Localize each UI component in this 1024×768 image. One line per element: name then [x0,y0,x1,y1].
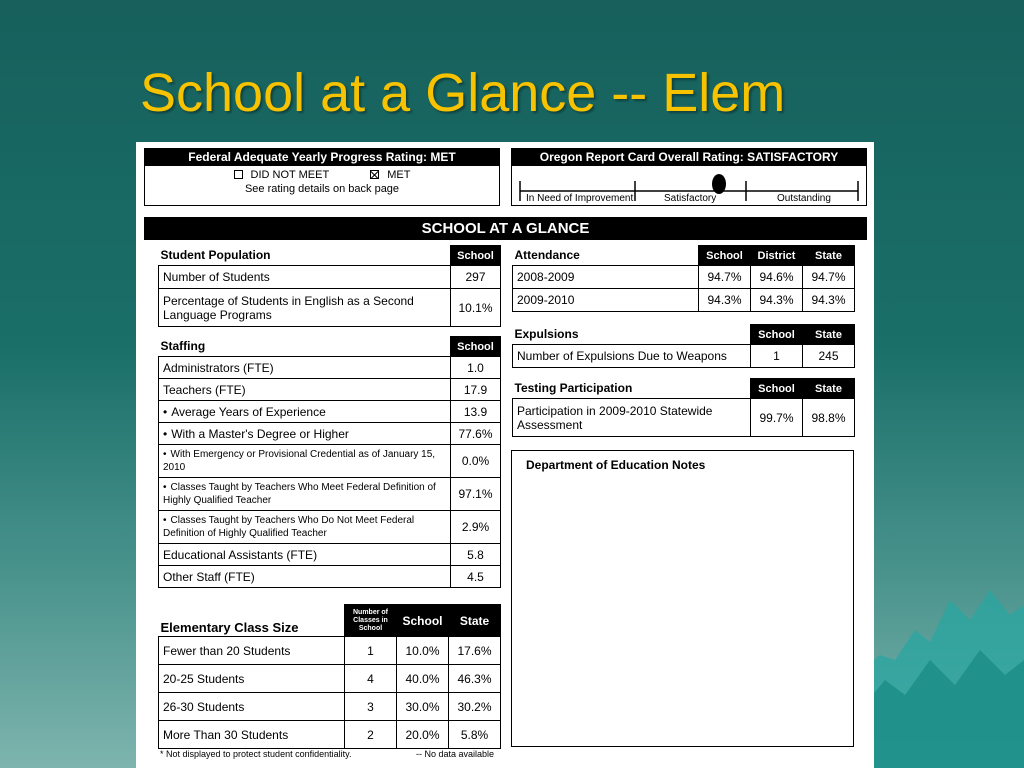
ayp-rating-box [144,148,500,206]
table-row: 2008-2009 94.7% 94.6% 94.7% [513,266,855,289]
table-row: • Classes Taught by Teachers Who Meet Federal Definition of Highly Qualified Teacher 97.1% [159,478,501,511]
did-not-meet-option: DID NOT MEET [230,169,334,181]
report-card-rating-box [511,148,867,206]
column-header: State [803,325,855,345]
column-header: Number of Classes in School [345,605,397,637]
table-row: Other Staff (FTE) 4.5 [159,566,501,588]
column-header: State [803,246,855,266]
table-row: Teachers (FTE) 17.9 [159,379,501,401]
table-row: Participation in 2009-2010 Statewide Assessment 99.7% 98.8% [513,399,855,437]
table-row: 20-25 Students 4 40.0% 46.3% [159,665,501,693]
column-header: School [451,246,501,266]
table-row: 26-30 Students 3 30.0% 30.2% [159,693,501,721]
column-header: State [803,379,855,399]
report-card-header: Oregon Report Card Overall Rating: SATISFACTORY [512,149,866,166]
table-row: Number of Expulsions Due to Weapons 1 245 [513,345,855,368]
slide-title: School at a Glance -- Elem [140,63,786,123]
table-row: • With a Master's Degree or Higher 77.6% [159,423,501,445]
class-size-table [158,604,501,749]
table-row: More Than 30 Students 2 20.0% 5.8% [159,721,501,749]
section-title: Staffing [160,339,206,354]
attendance-table [512,245,855,312]
testing-table [512,378,855,437]
section-title: Attendance [514,248,580,263]
school-at-a-glance-header: SCHOOL AT A GLANCE [144,217,867,240]
column-header: School [397,605,449,637]
report-card-page [136,142,874,768]
ayp-details: See rating details on back page [244,183,400,195]
empty-checkbox-icon [234,170,243,179]
table-row: Number of Students 297 [159,266,501,289]
scale-label-improvement: In Need of Improvement [526,193,634,204]
table-row: • Classes Taught by Teachers Who Do Not Meet Federal Definition of Highly Qualified Teacher 2.9% [159,511,501,544]
scale-label-satisfactory: Satisfactory [664,193,717,204]
column-header: School [699,246,751,266]
met-option: MET [366,169,414,181]
section-title: Testing Participation [514,381,633,396]
table-row: Administrators (FTE) 1.0 [159,357,501,379]
table-row: Fewer than 20 Students 1 10.0% 17.6% [159,637,501,665]
notes-box [511,450,854,747]
section-title: Student Population [160,248,271,263]
section-title: Expulsions [514,327,579,342]
scale-label-outstanding: Outstanding [777,193,831,204]
rating-marker-icon [712,174,726,194]
notes-title: Department of Education Notes [526,458,706,472]
table-row: • With Emergency or Provisional Credential as of January 15, 2010 0.0% [159,445,501,478]
section-title: Elementary Class Size [160,620,299,635]
student-population-table [158,245,501,588]
table-row: 2009-2010 94.3% 94.3% 94.3% [513,289,855,312]
expulsions-table [512,324,855,368]
footnote-confidentiality: * Not displayed to protect student confidentiality. [160,749,352,759]
table-row: • Average Years of Experience 13.9 [159,401,501,423]
column-header: School [751,325,803,345]
column-header: School [751,379,803,399]
checked-checkbox-icon [370,170,379,179]
table-row: Educational Assistants (FTE) 5.8 [159,544,501,566]
ayp-header: Federal Adequate Yearly Progress Rating: MET [145,149,499,166]
column-header: School [451,337,501,357]
column-header: State [449,605,501,637]
table-row: Percentage of Students in English as a Second Language Programs 10.1% [159,289,501,327]
mountain-decoration [860,560,1024,768]
column-header: District [751,246,803,266]
footnote-no-data: -- No data available [416,749,495,759]
